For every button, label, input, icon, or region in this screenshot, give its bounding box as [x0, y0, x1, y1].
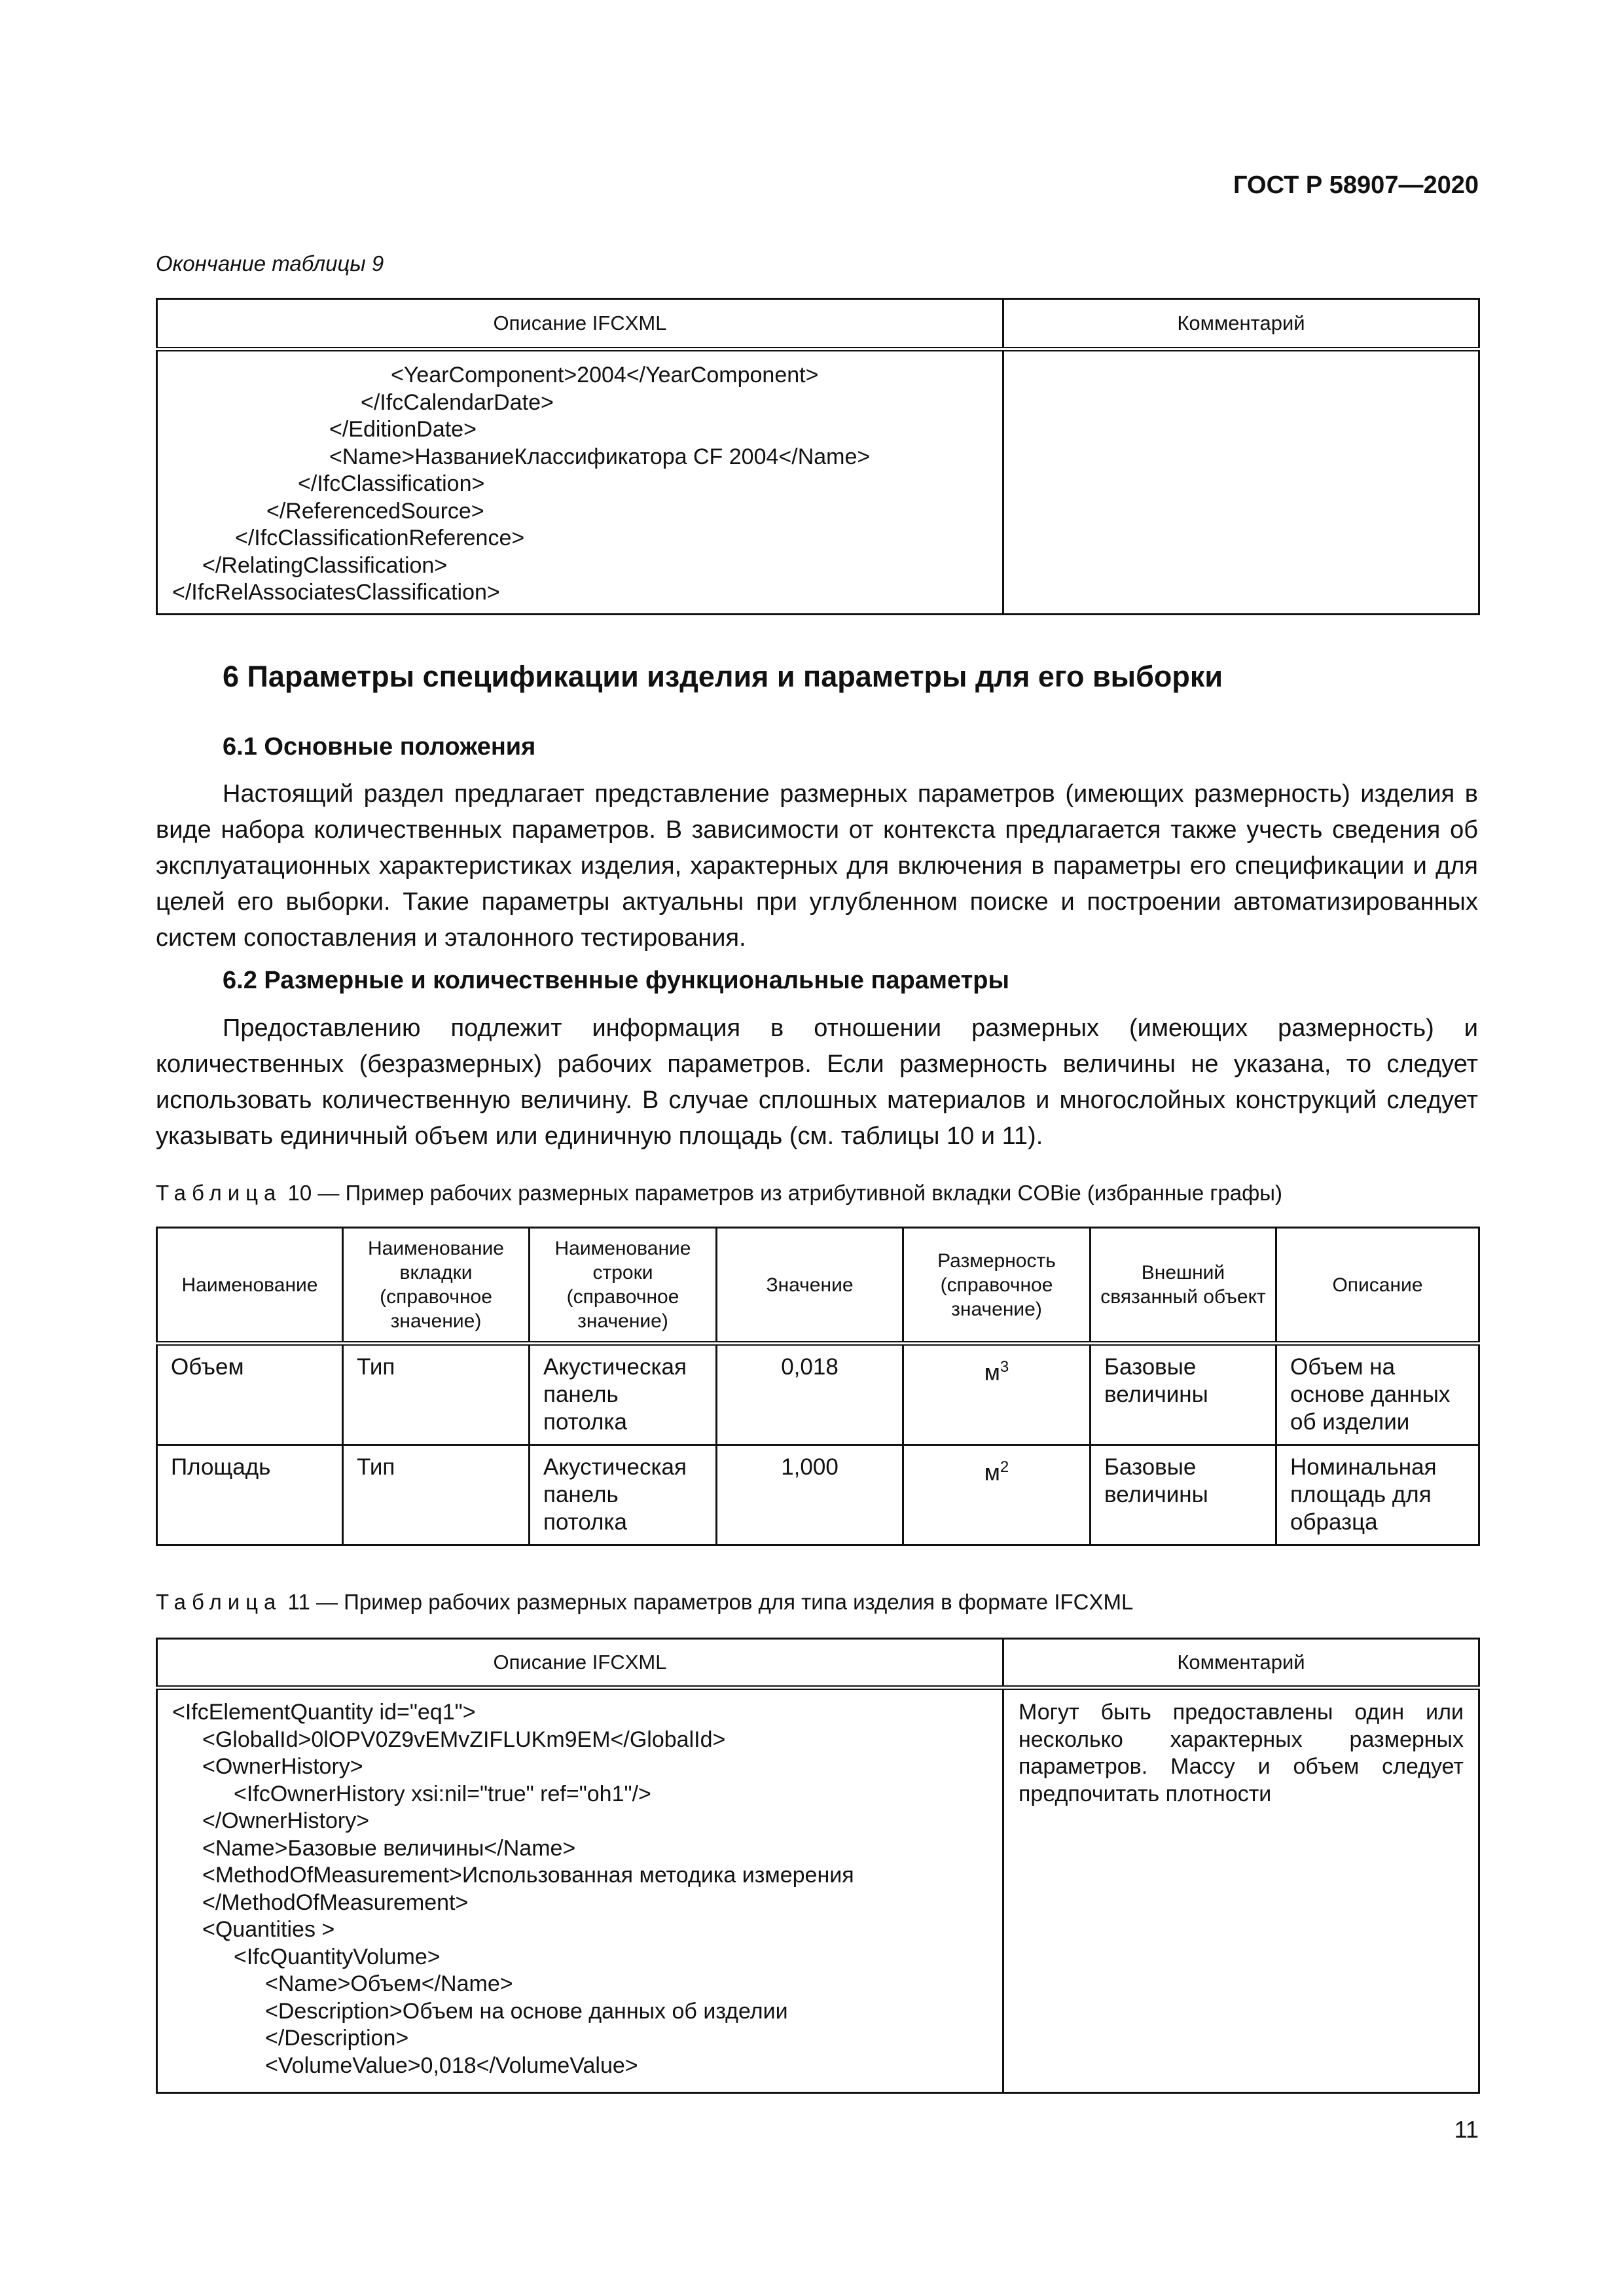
- table10-caption-word: Таблица: [156, 1181, 282, 1205]
- cell-tab: Тип: [343, 1344, 530, 1445]
- cell-object: Базовые величины: [1091, 1344, 1276, 1445]
- paragraph-6-1: Настоящий раздел предлагает представление размерных параметров (имеющих размерность) изделия в виде набора количественных параметров. В зависимости от контекста предлагается также учесть сведения об эксплуатационных характеристиках изделия, характерных для включения в параметры его спецификации и для целей его выборки. Такие параметры актуальны при углубленном поиске и построении автоматизированных систем сопоставления и эталонного тестирования.: [156, 780, 1478, 952]
- code-line: </MethodOfMeasurement>: [202, 1890, 469, 1915]
- table11-caption-text: 11 — Пример рабочих размерных параметров для типа изделия в формате IFCXML: [281, 1590, 1134, 1614]
- table10-col-description: Описание: [1276, 1228, 1479, 1344]
- unit-base: м: [984, 1359, 1000, 1386]
- code-line: </Description>: [265, 2026, 409, 2051]
- code-line: <Name>Базовые величины</Name>: [202, 1835, 576, 1861]
- code-line: </OwnerHistory>: [202, 1808, 370, 1833]
- subsection-title-6-2: 6.2 Размерные и количественные функциональные параметры: [223, 967, 1009, 994]
- table10: [156, 1227, 1480, 1546]
- table9-code-cell: [157, 350, 1003, 615]
- code-line: <Quantities >: [202, 1917, 335, 1942]
- table9: [156, 298, 1480, 615]
- page-number: 11: [1454, 2116, 1479, 2143]
- table11-code-cell: [157, 1688, 1003, 2093]
- code-line: </ReferencedSource>: [266, 498, 484, 524]
- code-line: <Name>НазваниеКлассификатора CF 2004</Name>: [329, 444, 871, 469]
- cell-description: Номинальная площадь для образца: [1276, 1445, 1479, 1545]
- code-line: <IfcOwnerHistory xsi:nil="true" ref="oh1"/>: [234, 1781, 651, 1806]
- table9-col-description: Описание IFCXML: [157, 299, 1003, 350]
- unit-exponent: 2: [1000, 1458, 1009, 1476]
- cell-description: Объем на основе данных об изделии: [1276, 1344, 1479, 1445]
- table10-col-tab: Наименование вкладки (справочное значение): [343, 1228, 530, 1344]
- cell-unit: [903, 1344, 1091, 1445]
- cell-row: Акустическая панель потолка: [530, 1445, 717, 1545]
- code-line: <VolumeValue>0,018</VolumeValue>: [265, 2053, 638, 2078]
- table-row: [157, 1344, 1479, 1445]
- table9-col-comment: Комментарий: [1003, 299, 1479, 350]
- subsection-title-6-1: 6.1 Основные положения: [223, 733, 536, 761]
- table10-col-unit: Размерность (справочное значение): [903, 1228, 1091, 1344]
- code-line: </IfcRelAssociatesClassification>: [172, 580, 500, 605]
- code-line: <Description>Объем на основе данных об изделии: [265, 1998, 788, 2024]
- table10-col-row: Наименование строки (справочное значение): [530, 1228, 717, 1344]
- table10-col-name: Наименование: [157, 1228, 343, 1344]
- paragraph-6-2: Предоставлению подлежит информация в отношении размерных (имеющих размерность) и количественных (безразмерных) рабочих параметров. Если размерность величины не указана, то следует использовать количественную величину. В случае сплошных материалов и многослойных конструкций следует указывать единичный объем или единичную площадь (см. таблицы 10 и 11).: [156, 1014, 1478, 1150]
- table11-caption: [156, 1590, 1133, 1615]
- cell-object: Базовые величины: [1091, 1445, 1276, 1545]
- section-title: 6 Параметры спецификации изделия и параметры для его выборки: [223, 660, 1223, 693]
- code-line: </IfcClassification>: [298, 471, 485, 496]
- code-line: <IfcElementQuantity id="eq1">: [172, 1700, 476, 1725]
- document-code: ГОСТ Р 58907—2020: [1233, 171, 1479, 199]
- code-line: </IfcCalendarDate>: [361, 389, 554, 415]
- code-line: </IfcClassificationReference>: [235, 526, 525, 550]
- table11-comment-cell: Могут быть предоставлены один или несколько характерных размерных параметров. Массу и объем следует предпочитать плотности: [1003, 1688, 1479, 2093]
- cell-tab: Тип: [343, 1445, 530, 1545]
- cell-value: 1,000: [717, 1445, 903, 1545]
- cell-name: Объем: [157, 1344, 343, 1445]
- code-line: <OwnerHistory>: [202, 1754, 363, 1779]
- unit-exponent: 3: [1000, 1358, 1009, 1376]
- table11: [156, 1638, 1480, 2094]
- code-line: </EditionDate>: [329, 417, 477, 442]
- cell-row: Акустическая панель потолка: [530, 1344, 717, 1445]
- table9-comment-cell: [1003, 350, 1479, 615]
- table11-col-comment: Комментарий: [1003, 1639, 1479, 1688]
- cell-value: 0,018: [717, 1344, 903, 1445]
- unit-base: м: [984, 1460, 1000, 1486]
- code-line: <Name>Объем</Name>: [265, 1971, 513, 1996]
- table-row: [157, 1445, 1479, 1545]
- table10-col-object: Внешний связанный объект: [1091, 1228, 1276, 1344]
- code-line: <YearComponent>2004</YearComponent>: [391, 363, 819, 387]
- table10-caption: [156, 1181, 1282, 1206]
- code-line: <MethodOfMeasurement>Использованная методика измерения: [202, 1863, 854, 1888]
- cell-name: Площадь: [157, 1445, 343, 1545]
- code-line: <GlobalId>0lOPV0Z9vEMvZIFLUKm9EM</GlobalId>: [202, 1727, 726, 1752]
- code-line: </RelatingClassification>: [202, 552, 448, 578]
- table9-caption: Окончание таблицы 9: [156, 251, 384, 276]
- code-line: <IfcQuantityVolume>: [234, 1944, 441, 1969]
- table10-col-value: Значение: [717, 1228, 903, 1344]
- table10-caption-text: 10 — Пример рабочих размерных параметров из атрибутивной вкладки COBie (избранные графы): [281, 1181, 1282, 1205]
- table11-col-description: Описание IFCXML: [157, 1639, 1003, 1688]
- cell-unit: [903, 1445, 1091, 1545]
- table11-caption-word: Таблица: [156, 1590, 282, 1614]
